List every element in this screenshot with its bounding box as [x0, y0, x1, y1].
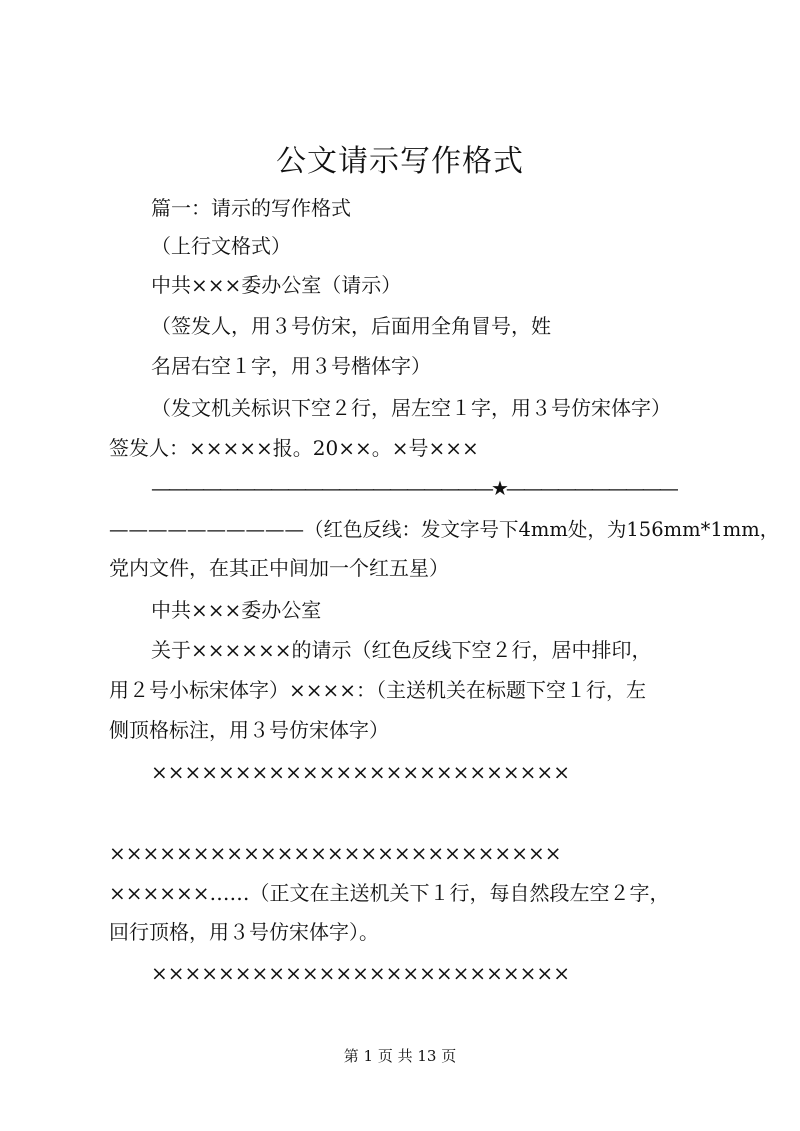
text-line: ——————————（红色反线：发文字号下4mm处，为156mm*1mm， [109, 518, 780, 541]
text-line: 回行顶格，用３号仿宋体字）。 [109, 920, 379, 944]
text-line: ××××××××××××××××××××××××× [151, 961, 570, 985]
text-line: ××××××……（正文在主送机关下１行，每自然段左空２字， [109, 881, 670, 905]
red-rule-line: ————————————————————★—————————— [151, 476, 676, 500]
text-line: 名居右空１字，用３号楷体字） [151, 354, 431, 378]
text-line: 篇一：请示的写作格式 [151, 196, 351, 220]
text-line: 中共×××委办公室（请示） [151, 273, 402, 297]
text-line: ××××××××××××××××××××××××××× [109, 841, 562, 865]
text-line: 用２号小标宋体字）××××：（主送机关在标题下空１行，左 [109, 678, 647, 702]
text-line: 党内文件，在其正中间加一个红五星） [109, 556, 449, 580]
text-line: ××××××××××××××××××××××××× [151, 760, 570, 784]
text-line: （发文机关标识下空２行，居左空１字，用３号仿宋体字） [151, 396, 671, 420]
text-line: （签发人，用３号仿宋，后面用全角冒号，姓 [151, 314, 551, 338]
text-line: 关于××××××的请示（红色反线下空２行，居中排印， [151, 638, 652, 662]
text-line: 签发人：×××××报。20××。×号××× [109, 436, 479, 460]
text-line: （上行文格式） [151, 234, 291, 258]
text-line: 侧顶格标注，用３号仿宋体字） [109, 718, 389, 742]
document-title: 公文请示写作格式 [276, 144, 524, 179]
page-number: 第 1 页 共 13 页 [343, 1047, 457, 1065]
text-line: 中共×××委办公室 [151, 598, 322, 622]
